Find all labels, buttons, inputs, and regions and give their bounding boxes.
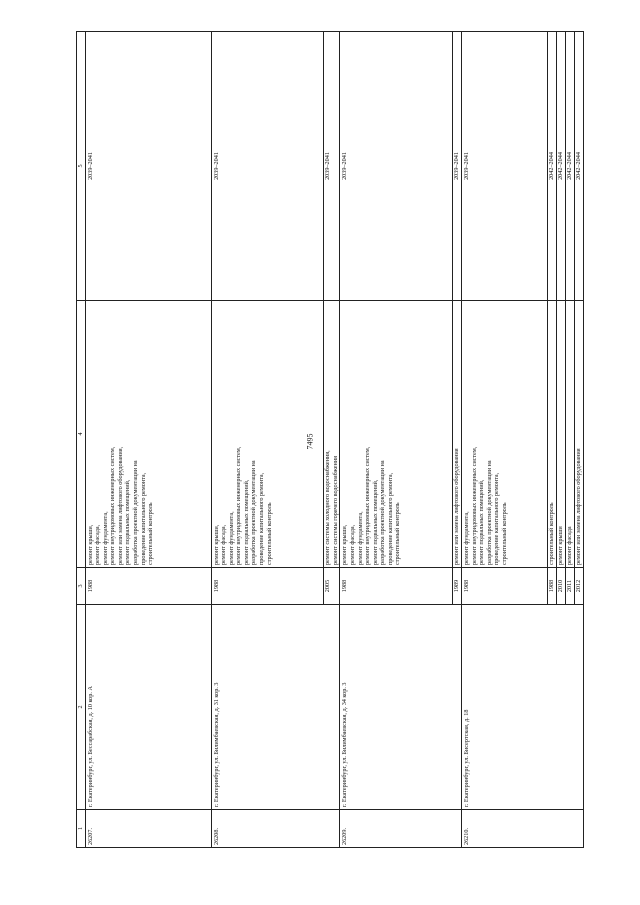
work-item: ремонт внутридомовых инженерных систем, [470, 446, 478, 565]
work-item: разработка проектной документации на [250, 460, 258, 565]
row-address: г. Екатеринбург, ул. Билимбаевская, д. 31 кор. 3 [211, 605, 340, 810]
page-number: 7495 [305, 433, 315, 450]
row-year: 1988 [340, 568, 453, 605]
row-year: 2012 [575, 568, 584, 605]
row-address: г. Екатеринбург, ул. Бисертская, д. 18 [462, 605, 584, 810]
row-period: 2039–2041 [85, 32, 211, 301]
row-period: 2042–2044 [548, 32, 557, 301]
row-works [462, 301, 548, 568]
work-item: проведение капитального ремонта, [258, 472, 266, 565]
row-address: г. Екатеринбург, ул. Билимбаевская, д. 34 кор. 3 [340, 605, 462, 810]
work-item: ремонт фундамента, [463, 511, 471, 565]
header-col-4: 4 [77, 301, 86, 568]
row-year: 1988 [85, 568, 211, 605]
work-item: ремонт системы горячего водоснабжения [331, 456, 339, 565]
work-item: проведение капитального ремонта, [139, 472, 147, 565]
work-item: ремонт фасада [566, 526, 573, 565]
table-row [85, 32, 211, 848]
row-year: 2010 [557, 568, 566, 605]
row-number: 26208. [211, 810, 340, 848]
work-item: ремонт внутридомовых инженерных систем, [235, 446, 243, 565]
work-item: ремонт внутридомовых инженерных систем, [109, 446, 117, 565]
work-item: ремонт крыши, [86, 524, 94, 565]
work-item: ремонт или замена лифтового оборудования, [116, 446, 124, 565]
header-col-2: 2 [77, 605, 86, 810]
row-works [557, 301, 566, 568]
row-number: 26209. [340, 810, 462, 848]
row-period: 2039–2041 [211, 32, 324, 301]
work-item: ремонт фундамента, [227, 511, 235, 565]
table-row [462, 32, 548, 848]
work-item: ремонт или замена лифтового оборудования [575, 448, 582, 565]
row-period: 2039–2041 [340, 32, 453, 301]
work-item: строительный контроль [147, 502, 155, 565]
work-item: строительный контроль [500, 502, 508, 565]
work-item: ремонт подвальных помещений, [242, 479, 250, 565]
row-period: 2042–2044 [575, 32, 584, 301]
row-year: 2005 [324, 568, 340, 605]
work-item: ремонт фундамента, [356, 511, 364, 565]
row-year: 2011 [566, 568, 575, 605]
work-item: ремонт крыши, [212, 524, 220, 565]
work-item: ремонт подвальных помещений, [371, 479, 379, 565]
row-works [548, 301, 557, 568]
row-period: 2042–2044 [557, 32, 566, 301]
row-number: 26210. [462, 810, 584, 848]
row-year: 1988 [462, 568, 548, 605]
row-works [575, 301, 584, 568]
rotated-table-container [76, 32, 584, 848]
row-period: 2042–2044 [566, 32, 575, 301]
work-item: разработка проектной документации на [485, 460, 493, 565]
repair-schedule-table [76, 31, 584, 848]
work-item: строительный контроль [394, 502, 402, 565]
work-item: ремонт подвальных помещений, [478, 479, 486, 565]
work-item: ремонт или замена лифтового оборудования [453, 448, 461, 565]
work-item: проведение капитального ремонта, [386, 472, 394, 565]
work-item: ремонт фасада, [94, 524, 102, 565]
row-works [85, 301, 211, 568]
header-col-3: 3 [77, 568, 86, 605]
work-item: разработка проектной документации на [379, 460, 387, 565]
row-period: 2039–2041 [453, 32, 462, 301]
work-item: ремонт крыши [557, 526, 564, 565]
table-row [340, 32, 453, 848]
work-item: ремонт внутридомовых инженерных систем, [364, 446, 372, 565]
work-item: строительный контроль [548, 502, 555, 565]
header-col-5: 5 [77, 32, 86, 301]
row-works [211, 301, 324, 568]
header-col-1: 1 [77, 810, 86, 848]
work-item: строительный контроль [265, 502, 273, 565]
work-item: ремонт подвальных помещений, [124, 479, 132, 565]
row-works [324, 301, 340, 568]
row-period: 2039–2041 [462, 32, 548, 301]
row-address: г. Екатеринбург, ул. Бессарабская, д. 10 кор. А [85, 605, 211, 810]
row-year: 1988 [211, 568, 324, 605]
work-item: ремонт фасада, [220, 524, 228, 565]
table-row [211, 32, 324, 848]
work-item: ремонт фундамента, [101, 511, 109, 565]
work-item: ремонт крыши, [341, 524, 349, 565]
work-item: проведение капитального ремонта, [493, 472, 501, 565]
row-period: 2039–2041 [324, 32, 340, 301]
row-works [340, 301, 453, 568]
work-item: разработка проектной документации на [131, 460, 139, 565]
row-works [566, 301, 575, 568]
row-year: 1989 [453, 568, 462, 605]
table-header-row [77, 32, 86, 848]
table-body [85, 32, 583, 848]
row-year: 1988 [548, 568, 557, 605]
work-item: ремонт системы холодного водоснабжения, [324, 450, 332, 565]
row-works [453, 301, 462, 568]
row-number: 26207. [85, 810, 211, 848]
work-item: ремонт фасада, [349, 524, 357, 565]
